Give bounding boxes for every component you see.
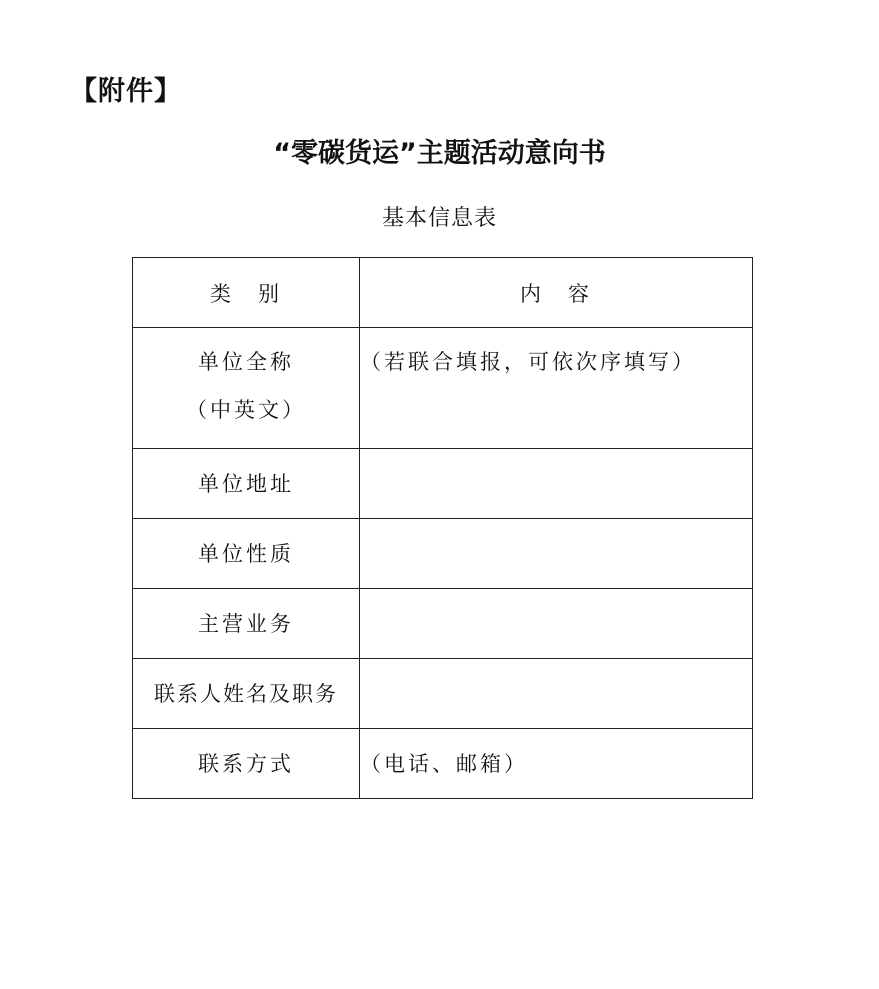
label-contact-info: 联系方式 <box>133 729 360 799</box>
label-line: 单位全称 <box>198 350 294 374</box>
document-title: “零碳货运”主题活动意向书 <box>273 138 606 169</box>
content-unit-nature[interactable] <box>360 519 753 589</box>
content-main-business[interactable] <box>360 589 753 659</box>
table-row-contact-person <box>133 659 753 729</box>
label-contact-person: 联系人姓名及职务 <box>133 659 360 729</box>
label-line: （中英文） <box>186 398 306 422</box>
basic-info-table <box>132 257 753 799</box>
label-unit-full-name <box>133 328 360 449</box>
table-header-row <box>133 258 753 328</box>
table-title: 基本信息表 <box>381 206 497 231</box>
table-row-unit-nature <box>133 519 753 589</box>
attachment-label: 【附件】 <box>70 76 182 107</box>
label-main-business: 主营业务 <box>133 589 360 659</box>
table-row-unit-address <box>133 449 753 519</box>
content-unit-address[interactable] <box>360 449 753 519</box>
table-row-contact-info <box>133 729 753 799</box>
table-row-unit-name <box>133 328 753 449</box>
label-unit-nature: 单位性质 <box>133 519 360 589</box>
label-unit-address: 单位地址 <box>133 449 360 519</box>
table-row-main-business <box>133 589 753 659</box>
content-contact-person[interactable] <box>360 659 753 729</box>
content-unit-full-name[interactable]: （若联合填报，可依次序填写） <box>360 328 753 449</box>
content-contact-info[interactable]: （电话、邮箱） <box>360 729 753 799</box>
header-content: 内 容 <box>360 258 753 328</box>
header-category: 类 别 <box>133 258 360 328</box>
